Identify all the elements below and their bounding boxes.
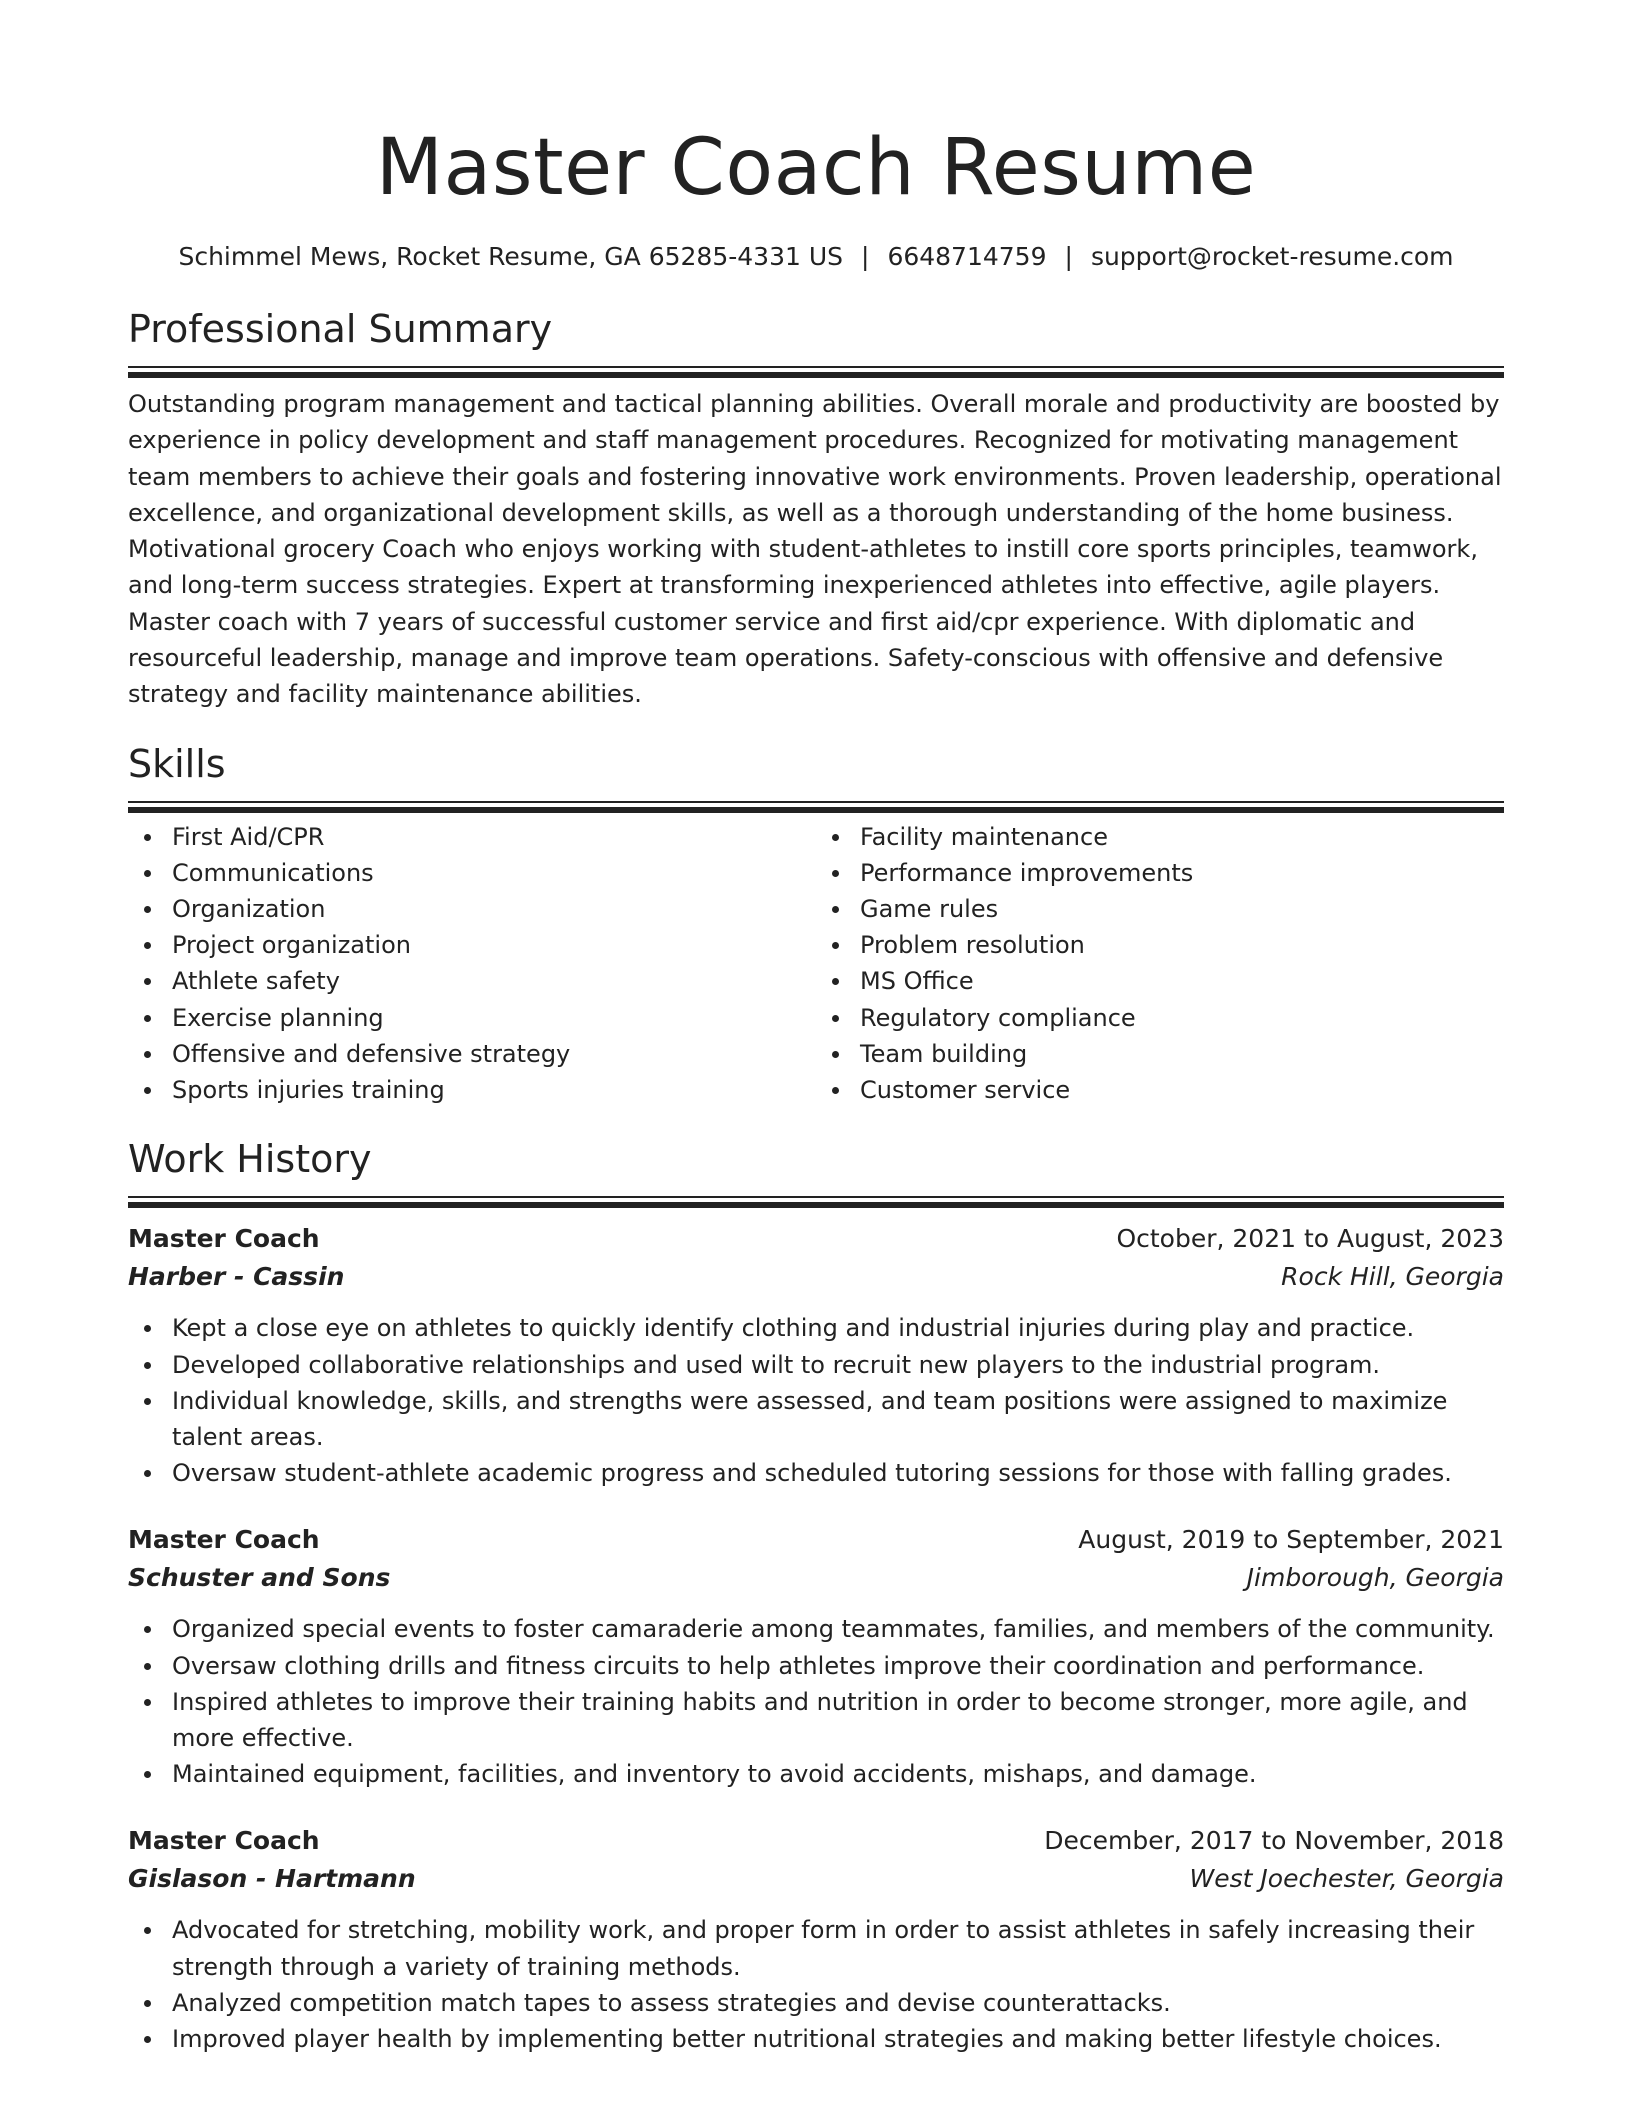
section-heading-summary: Professional Summary [128,307,553,351]
job-bullets [128,1611,1504,1792]
section-divider [128,366,1504,372]
job-entry [128,1521,1504,1792]
skill-item: Sports injuries training [128,1072,816,1108]
job-entry [128,1220,1504,1491]
skill-item: Exercise planning [128,1000,816,1036]
job-dates: December, 2017 to November, 2018 [1044,1826,1504,1856]
contact-phone: 6648714759 [887,242,1047,271]
summary-text: Outstanding program management and tactical planning abilities. Overall morale and productivity are boosted by experience in policy development and staff management procedures. Recognized for motivating management team members to achieve their goals and fostering innovative work environments. Proven leadership, operational excellence, and organizational development skills, as well as a thorough understanding of the home business. Motivational grocery Coach who enjoys working with student-athletes to instill core sports principles, teamwork, and long-term success strategies. Expert at transforming inexperienced athletes into effective, agile players. Master coach with 7 years of successful customer service and first aid/cpr experience. With diplomatic and resourceful leadership, manage and improve team operations. Safety-conscious with offensive and defensive strategy and facility maintenance abilities. [128,390,1502,709]
job-bullet: Improved player health by implementing better nutritional strategies and making better lifestyle choices. [128,2021,1504,2057]
job-dates: October, 2021 to August, 2023 [1116,1224,1504,1254]
job-title: Master Coach [128,1224,320,1254]
skills-section [128,739,1504,1109]
job-bullets [128,1912,1504,2057]
skill-item: Game rules [816,891,1504,927]
job-company: Harber - Cassin [128,1262,345,1292]
job-header [128,1521,1504,1559]
job-company: Gislason - Hartmann [128,1864,416,1894]
skill-item: Offensive and defensive strategy [128,1036,816,1072]
job-bullet: Organized special events to foster camaraderie among teammates, families, and members of the community. [128,1611,1504,1647]
skill-item: Performance improvements [816,855,1504,891]
job-bullet: Analyzed competition match tapes to assess strategies and devise counterattacks. [128,1985,1504,2021]
skills-list-left [128,819,816,1109]
job-subheader [128,1258,1504,1296]
job-bullet: Advocated for stretching, mobility work, and proper form in order to assist athletes in safely increasing their strength through a variety of training methods. [128,1912,1504,1984]
skill-item: Athlete safety [128,963,816,999]
skills-columns [128,819,1504,1109]
contact-address: Schimmel Mews, Rocket Resume, GA 65285-4331 US [178,242,843,271]
job-bullet: Oversaw student-athlete academic progress and scheduled tutoring sessions for those with falling grades. [128,1455,1504,1491]
contact-line [128,240,1504,274]
skill-item: MS Office [816,963,1504,999]
skill-item: Communications [128,855,816,891]
job-entry [128,1822,1504,2057]
job-header [128,1220,1504,1258]
job-bullet: Oversaw clothing drills and fitness circuits to help athletes improve their coordination and performance. [128,1648,1504,1684]
skill-item: First Aid/CPR [128,819,816,855]
job-bullets [128,1310,1504,1491]
job-bullet: Inspired athletes to improve their training habits and nutrition in order to become stronger, more agile, and more effective. [128,1684,1504,1756]
job-title: Master Coach [128,1826,320,1856]
skill-item: Facility maintenance [816,819,1504,855]
skill-item: Problem resolution [816,927,1504,963]
job-bullet: Individual knowledge, skills, and strengths were assessed, and team positions were assigned to maximize talent areas. [128,1383,1504,1455]
job-subheader [128,1559,1504,1597]
skill-item: Customer service [816,1072,1504,1108]
contact-email: support@rocket-resume.com [1090,242,1454,271]
contact-separator: | [861,242,870,271]
job-bullet: Maintained equipment, facilities, and inventory to avoid accidents, mishaps, and damage. [128,1756,1504,1792]
job-location: Jimborough, Georgia [1246,1563,1504,1593]
section-heading-work: Work History [128,1137,372,1182]
skill-item: Team building [816,1036,1504,1072]
skill-item: Project organization [128,927,816,963]
resume-title: Master Coach Resume [375,123,1257,213]
job-title: Master Coach [128,1525,320,1555]
job-bullet: Kept a close eye on athletes to quickly identify clothing and industrial injuries during play and practice. [128,1310,1504,1346]
skill-item: Organization [128,891,816,927]
job-subheader [128,1860,1504,1898]
job-location: West Joechester, Georgia [1189,1864,1504,1894]
job-company: Schuster and Sons [128,1563,391,1593]
section-divider [128,1196,1504,1202]
job-bullet: Developed collaborative relationships and used wilt to recruit new players to the industrial program. [128,1347,1504,1383]
job-dates: August, 2019 to September, 2021 [1078,1525,1504,1555]
work-section [128,1134,1504,2057]
summary-section [128,304,1504,713]
section-heading-skills: Skills [128,741,226,786]
contact-separator: | [1064,242,1073,271]
job-header [128,1822,1504,1860]
skills-list-right [816,819,1504,1109]
job-location: Rock Hill, Georgia [1281,1262,1504,1292]
section-divider [128,801,1504,807]
skill-item: Regulatory compliance [816,1000,1504,1036]
